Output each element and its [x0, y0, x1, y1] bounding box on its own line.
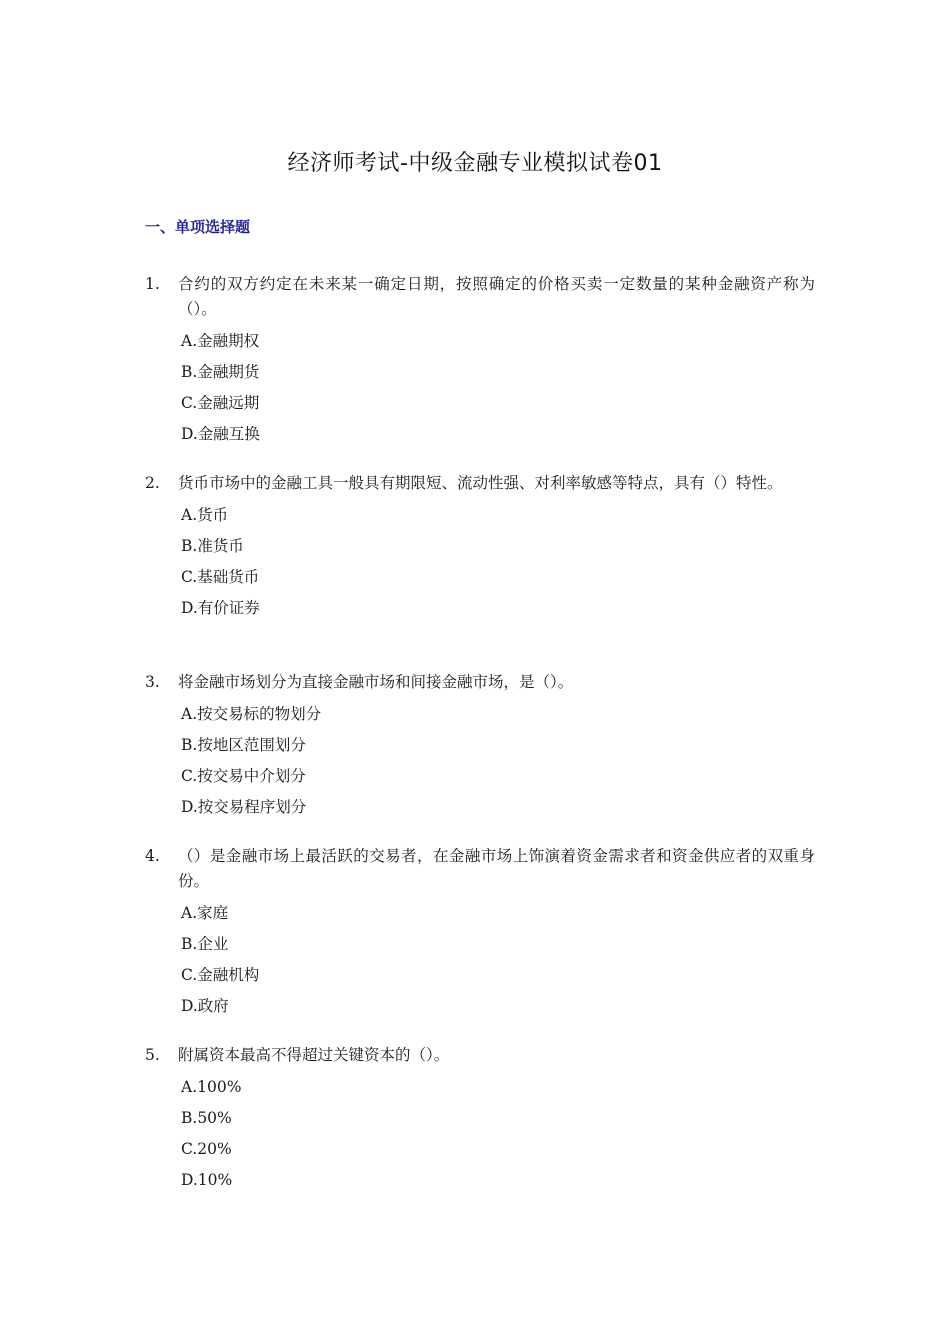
- option-list: [181, 326, 815, 450]
- question-2: [145, 471, 815, 624]
- question-number: 4.: [145, 847, 160, 865]
- option-b: B.金融期货: [181, 363, 260, 381]
- question-number: 1.: [145, 275, 160, 293]
- option-c: C.金融机构: [181, 966, 260, 984]
- option-b: B.50%: [181, 1109, 232, 1127]
- option-c: C.基础货币: [181, 568, 260, 586]
- option-b: B.企业: [181, 935, 229, 953]
- option-a: A.按交易标的物划分: [181, 705, 322, 723]
- question-4: [145, 844, 815, 1022]
- option-d: D.按交易程序划分: [181, 798, 307, 816]
- option-c: C.金融远期: [181, 394, 260, 412]
- document-title: 经济师考试-中级金融专业模拟试卷01: [287, 151, 663, 176]
- question-stem: （）是金融市场上最活跃的交易者，在金融市场上饰演着资金需求者和资金供应者的双重身份。: [178, 847, 815, 890]
- option-a: A.金融期权: [181, 332, 260, 350]
- option-d: D.有价证券: [181, 599, 260, 617]
- option-c: C.20%: [181, 1140, 232, 1158]
- option-list: [181, 898, 815, 1022]
- question-3: [145, 670, 815, 823]
- question-number: 5.: [145, 1046, 160, 1064]
- option-d: D.10%: [181, 1171, 233, 1189]
- question-number: 2.: [145, 474, 160, 492]
- question-1: [145, 272, 815, 450]
- option-d: D.政府: [181, 997, 229, 1015]
- question-stem: 附属资本最高不得超过关键资本的（）。: [178, 1046, 450, 1064]
- option-a: A.家庭: [181, 904, 229, 922]
- question-5: [145, 1043, 815, 1196]
- option-list: [181, 1072, 815, 1196]
- option-list: [181, 699, 815, 823]
- section-heading: 一、单项选择题: [145, 218, 251, 236]
- option-a: A.100%: [181, 1078, 242, 1096]
- option-b: B.准货币: [181, 537, 244, 555]
- option-list: [181, 500, 815, 624]
- option-c: C.按交易中介划分: [181, 767, 306, 785]
- question-stem: 货币市场中的金融工具一般具有期限短、流动性强、对利率敏感等特点，具有（）特性。: [178, 474, 783, 492]
- question-stem: 合约的双方约定在未来某一确定日期，按照确定的价格买卖一定数量的某种金融资产称为（）。: [178, 275, 815, 318]
- question-stem: 将金融市场划分为直接金融市场和间接金融市场，是（）。: [178, 673, 574, 691]
- option-d: D.金融互换: [181, 425, 260, 443]
- option-a: A.货币: [181, 506, 229, 524]
- question-number: 3.: [145, 673, 160, 691]
- option-b: B.按地区范围划分: [181, 736, 306, 754]
